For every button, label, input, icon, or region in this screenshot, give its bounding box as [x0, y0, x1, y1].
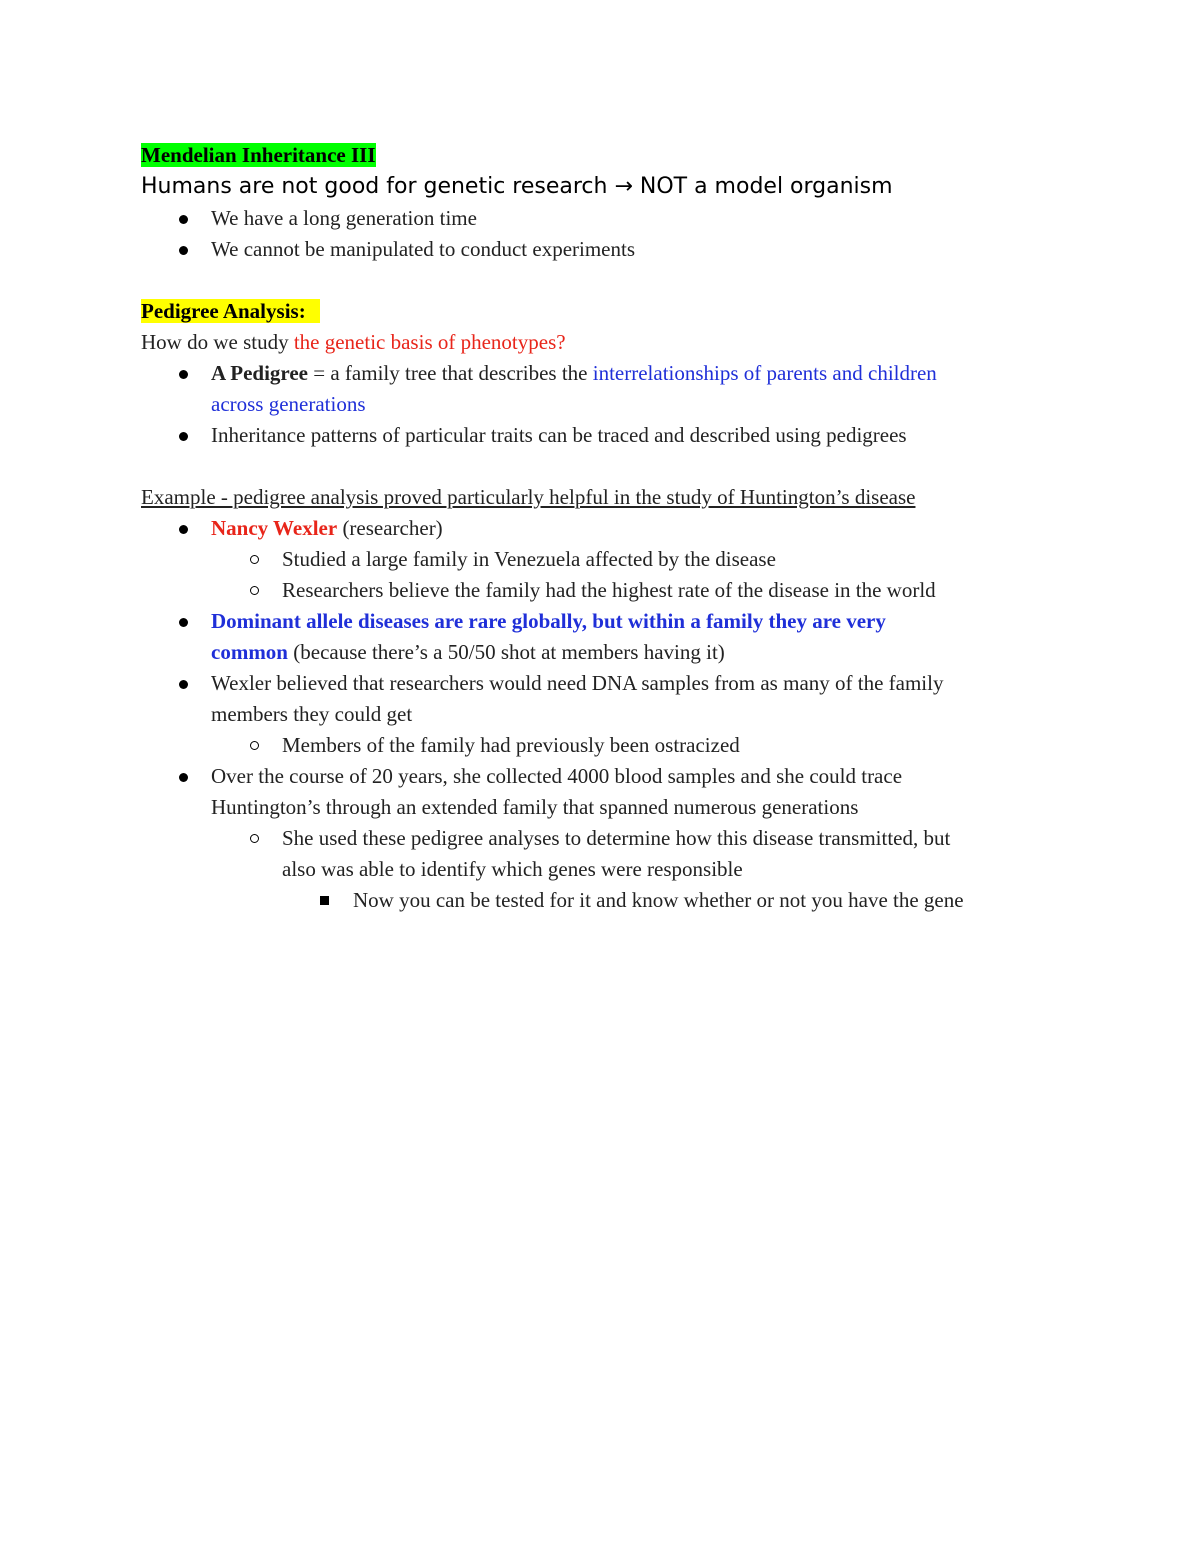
list-item — [141, 513, 1061, 544]
sub-list-item-continuation: also was able to identify which genes were responsible — [282, 857, 743, 881]
list-item: Inheritance patterns of particular traits can be traced and described using pedigrees — [141, 420, 1061, 451]
bullet-icon — [179, 246, 188, 255]
pedigree-definition: = a family tree that describes the — [308, 361, 593, 385]
list-item-continuation: Huntington’s through an extended family that spanned numerous generations — [211, 795, 859, 819]
researcher-role: (researcher) — [337, 516, 443, 540]
circle-bullet-icon — [250, 555, 259, 564]
bullet-icon — [179, 432, 188, 441]
researcher-name: Nancy Wexler — [211, 516, 338, 540]
list-item-continuation — [141, 637, 1061, 668]
circle-bullet-icon — [250, 834, 259, 843]
sub-list-item: She used these pedigree analyses to determine how this disease transmitted, but — [141, 823, 1061, 854]
section-heading: Pedigree Analysis: — [141, 299, 320, 323]
pedigree-highlight-1: interrelationships of parents and children — [592, 361, 937, 385]
title-line — [141, 140, 1061, 171]
list-item: Wexler believed that researchers would need DNA samples from as many of the family — [141, 668, 1061, 699]
pedigree-term: A Pedigree — [211, 361, 309, 385]
sub-list-item: Studied a large family in Venezuela affected by the disease — [141, 544, 1061, 575]
spacer — [141, 265, 1061, 296]
spacer — [141, 451, 1061, 482]
dominant-note: (because there’s a 50/50 shot at members having it) — [288, 640, 725, 664]
subtitle: Humans are not good for genetic research → NOT a model organism — [141, 174, 893, 199]
bullet-icon — [179, 618, 188, 627]
dominant-highlight-1: Dominant allele diseases are rare globally, but within a family they are very — [211, 609, 886, 633]
sub-sub-list-item: Now you can be tested for it and know whether or not you have the gene — [141, 885, 1061, 916]
example-heading-line — [141, 482, 1061, 513]
document-page — [141, 140, 1061, 916]
list-item: We cannot be manipulated to conduct experiments — [141, 234, 1061, 265]
square-bullet-icon — [320, 896, 329, 905]
question-highlight: the genetic basis of phenotypes? — [293, 330, 566, 354]
bullet-icon — [179, 370, 188, 379]
list-item — [141, 606, 1061, 637]
question-line — [141, 327, 1061, 358]
sub-list-item: Researchers believe the family had the highest rate of the disease in the world — [141, 575, 1061, 606]
list-item: Over the course of 20 years, she collected 4000 blood samples and she could trace — [141, 761, 1061, 792]
section-heading-line — [141, 296, 1061, 327]
bullet-icon — [179, 525, 188, 534]
bullet-icon — [179, 215, 188, 224]
bullet-icon — [179, 773, 188, 782]
page-title: Mendelian Inheritance III — [141, 143, 376, 167]
question-prefix: How do we study — [141, 330, 294, 354]
list-item-continuation: members they could get — [211, 702, 413, 726]
circle-bullet-icon — [250, 741, 259, 750]
dominant-highlight-2: common — [211, 640, 288, 664]
example-heading: Example - pedigree analysis proved particularly helpful in the study of Huntington’s disease — [141, 485, 916, 509]
circle-bullet-icon — [250, 586, 259, 595]
list-item — [141, 358, 1061, 389]
list-item: We have a long generation time — [141, 203, 1061, 234]
list-item-continuation — [141, 389, 1061, 420]
sub-list-item: Members of the family had previously been ostracized — [141, 730, 1061, 761]
bullet-icon — [179, 680, 188, 689]
pedigree-highlight-2: across generations — [211, 392, 366, 416]
